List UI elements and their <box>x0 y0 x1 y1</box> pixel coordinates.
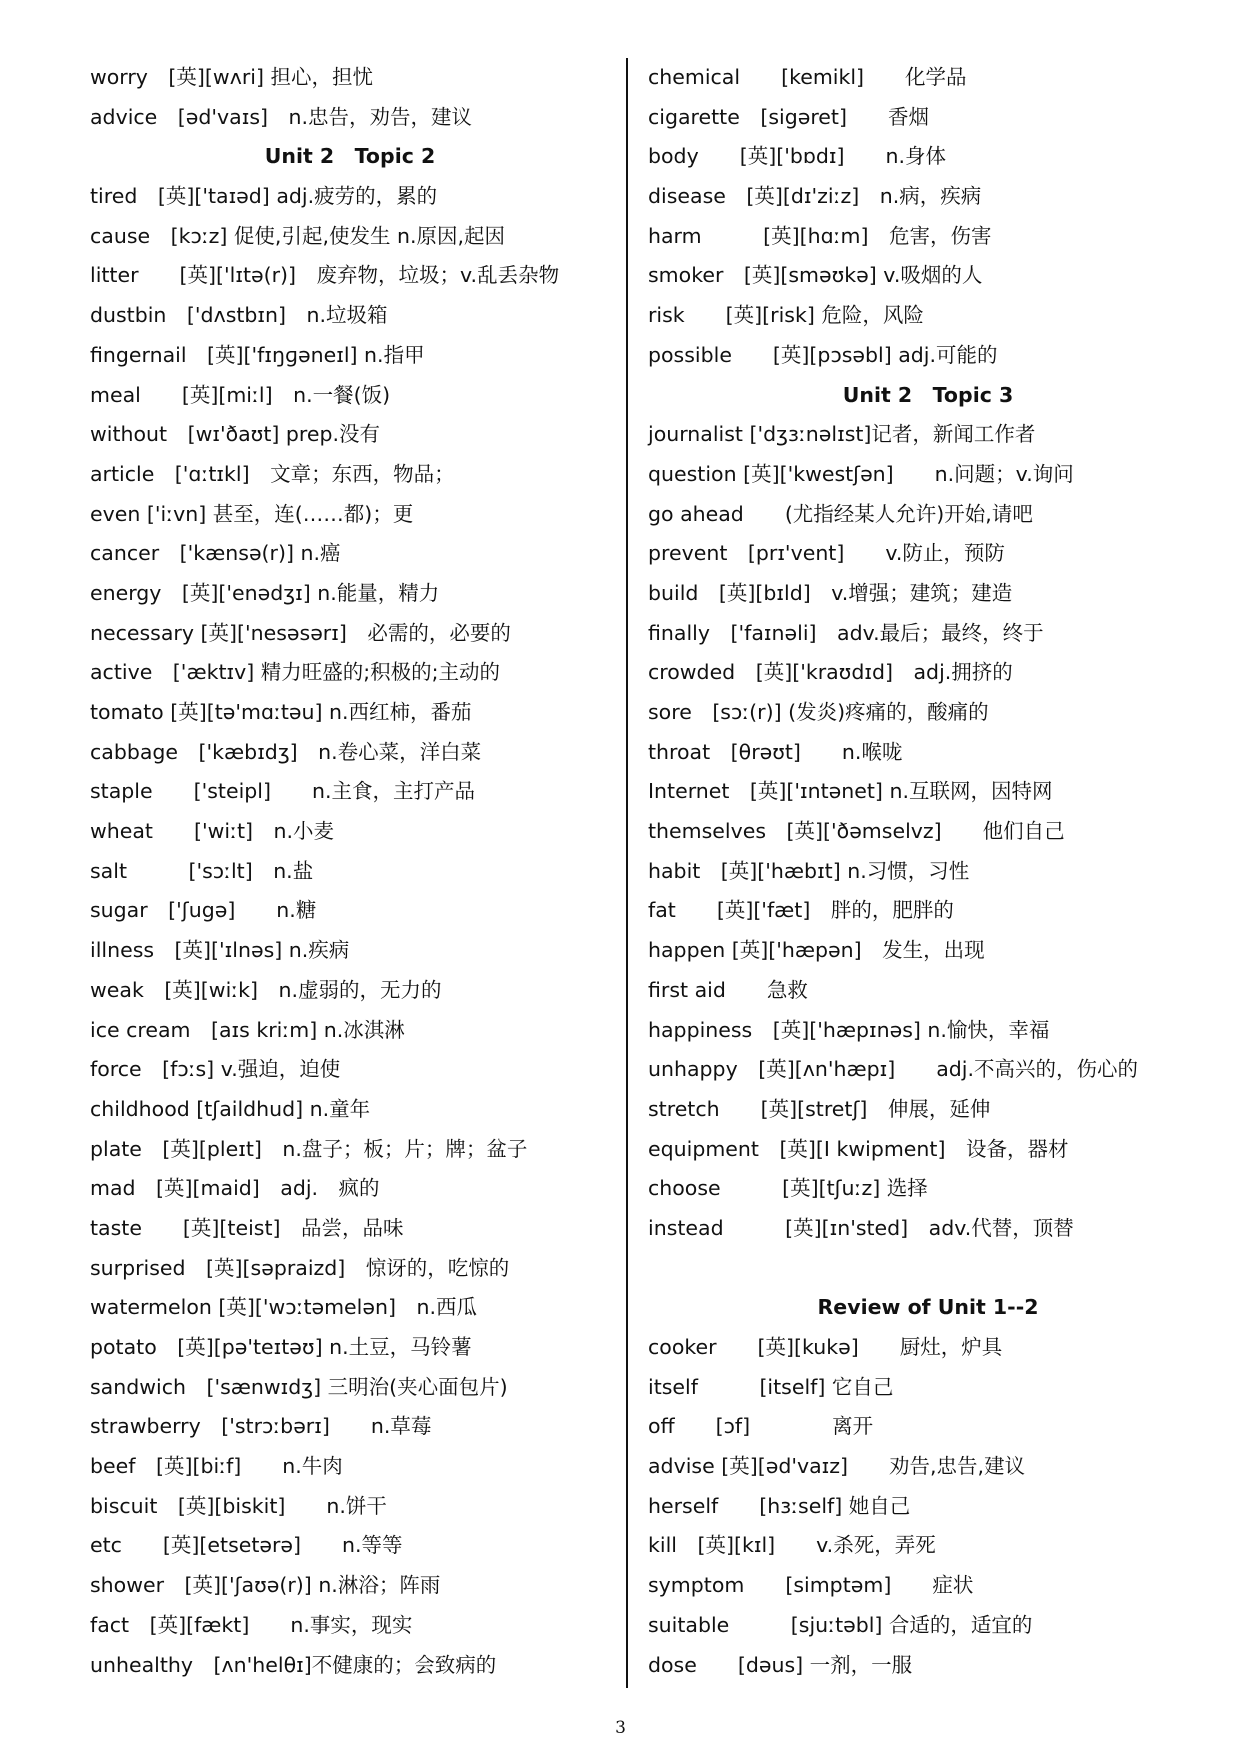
vocab-entry: advice [əd'vaɪs] n.忠告，劝告，建议 <box>90 104 473 129</box>
vocab-entry: taste [英][teist] 品尝，品味 <box>90 1215 404 1240</box>
vocab-entry: smoker [英][sməʊkə] v.吸烟的人 <box>648 263 983 288</box>
vocab-entry: finally ['faɪnəli] adv.最后；最终，终于 <box>648 620 1044 645</box>
vocab-entry: off [ɔf] 离开 <box>648 1414 874 1439</box>
vocab-entry: salt ['sɔːlt] n.盐 <box>90 858 314 883</box>
vocab-entry: body [英]['bɒdɪ] n.身体 <box>648 144 946 169</box>
vocab-entry: article ['ɑːtɪkl] 文章；东西，物品； <box>90 461 455 486</box>
vocab-entry: possible [英][pɔsəbl] adj.可能的 <box>648 342 998 367</box>
vocab-entry: fat [英]['fæt] 胖的，肥胖的 <box>648 898 954 923</box>
vocab-entry: prevent [prɪ'vent] v.防止，预防 <box>648 541 1005 566</box>
vocab-entry: disease [英][dɪ'ziːz] n.病，疾病 <box>648 184 982 209</box>
vocab-entry: surprised [英][səpraizd] 惊讶的，吃惊的 <box>90 1255 510 1280</box>
vocab-entry: staple ['steipl] n.主食，主打产品 <box>90 779 475 804</box>
vocab-entry: mad [英][maid] adj. 疯的 <box>90 1176 380 1201</box>
vocab-entry: illness [英]['ɪlnəs] n.疾病 <box>90 938 350 963</box>
vocab-entry: symptom [simptəm] 症状 <box>648 1573 974 1598</box>
vocab-entry: go ahead (尤指经某人允许)开始,请吧 <box>648 501 1033 526</box>
vocab-entry: ice cream [aɪs kriːm] n.冰淇淋 <box>90 1017 405 1042</box>
vocab-entry: sore [sɔː(r)] (发炎)疼痛的，酸痛的 <box>648 700 989 724</box>
vocab-entry: etc [英][etsetərə] n.等等 <box>90 1533 403 1558</box>
vocab-entry: beef [英][biːf] n.牛肉 <box>90 1454 343 1479</box>
vocab-entry: advise [英][əd'vaɪz] 劝告,忠告,建议 <box>648 1454 1026 1479</box>
vocab-entry: crowded [英]['kraʊdɪd] adj.拥挤的 <box>648 660 1013 685</box>
vocab-entry: without [wɪ'ðaʊt] prep.没有 <box>90 422 381 447</box>
vocab-entry: build [英][bɪld] v.增强；建筑；建造 <box>648 580 1013 605</box>
vocab-entry: cabbage ['kæbɪdʒ] n.卷心菜，洋白菜 <box>90 739 482 764</box>
spacer <box>648 1249 1208 1289</box>
vocab-entry: choose [英][tʃuːz] 选择 <box>648 1176 928 1201</box>
vocab-entry: dose [dəus] 一剂，一服 <box>648 1652 913 1677</box>
vocab-entry: tomato [英][tə'mɑːtəu] n.西红柿，番茄 <box>90 700 472 724</box>
vocab-entry: watermelon [英]['wɔːtəmelən] n.西瓜 <box>90 1295 477 1320</box>
vocab-entry: force [fɔːs] v.强迫，迫使 <box>90 1057 341 1082</box>
vocab-entry: biscuit [英][biskit] n.饼干 <box>90 1493 387 1518</box>
vocab-entry: fingernail [英]['fɪŋɡəneɪl] n.指甲 <box>90 342 425 367</box>
section-heading: Unit 2 Topic 3 <box>842 382 1014 407</box>
vocab-entry: fact [英][fækt] n.事实，现实 <box>90 1612 413 1637</box>
vocab-entry: happen [英]['hæpən] 发生，出现 <box>648 938 985 963</box>
vocab-entry: weak [英][wiːk] n.虚弱的，无力的 <box>90 977 442 1002</box>
vocab-entry: potato [英][pə'teɪtəʊ] n.土豆，马铃薯 <box>90 1335 472 1359</box>
vocab-entry: necessary [英]['nesəsərɪ] 必需的，必要的 <box>90 620 511 645</box>
vocab-entry: happiness [英]['hæpɪnəs] n.愉快，幸福 <box>648 1017 1050 1042</box>
vocab-entry: chemical [kemikl] 化学品 <box>648 65 967 89</box>
vocab-entry: habit [英]['hæbɪt] n.习惯，习性 <box>648 858 970 883</box>
vocab-entry: journalist ['dʒɜːnəlɪst]记者，新闻工作者 <box>648 422 1036 447</box>
vocab-entry: instead [英][ɪn'sted] adv.代替，顶替 <box>648 1215 1074 1240</box>
vocab-entry: childhood [tʃaildhud] n.童年 <box>90 1096 371 1121</box>
vocab-entry: litter [英]['lɪtə(r)] 废弃物，垃圾；v.乱丢杂物 <box>90 263 560 288</box>
vocab-entry: sugar ['ʃugə] n.糖 <box>90 898 317 923</box>
vocab-entry: cigarette [sigəret] 香烟 <box>648 104 929 129</box>
vocab-entry: suitable [sjuːtəbl] 合适的，适宜的 <box>648 1612 1033 1637</box>
column-divider <box>626 58 628 1688</box>
vocab-entry: throat [θrəʊt] n.喉咙 <box>648 739 903 764</box>
vocab-entry: first aid 急救 <box>648 977 808 1002</box>
vocab-entry: itself [itself] 它自己 <box>648 1374 894 1399</box>
vocab-entry: kill [英][kɪl] v.杀死，弄死 <box>648 1533 936 1558</box>
vocab-entry: equipment [英][I kwipment] 设备，器材 <box>648 1136 1069 1161</box>
vocab-entry: Internet [英]['ɪntənet] n.互联网，因特网 <box>648 779 1053 804</box>
vocab-entry: meal [英][miːl] n.一餐(饭) <box>90 382 391 407</box>
vocab-entry: risk [英][risk] 危险，风险 <box>648 303 924 328</box>
vocab-entry: active ['æktɪv] 精力旺盛的;积极的;主动的 <box>90 660 501 685</box>
vocab-entry: cancer ['kænsə(r)] n.癌 <box>90 541 341 566</box>
vocab-entry: cooker [英][kukə] 厨灶，炉具 <box>648 1335 1003 1359</box>
vocab-entry: herself [hɜːself] 她自己 <box>648 1493 911 1518</box>
vocab-entry: unhappy [英][ʌn'hæpɪ] adj.不高兴的，伤心的 <box>648 1057 1138 1082</box>
vocab-entry: sandwich ['sænwɪdʒ] 三明治(夹心面包片) <box>90 1374 508 1399</box>
vocab-entry: unhealthy [ʌn'helθɪ]不健康的；会致病的 <box>90 1652 497 1677</box>
vocab-entry: stretch [英][stretʃ] 伸展，延伸 <box>648 1096 991 1121</box>
section-heading: Unit 2 Topic 2 <box>264 144 436 169</box>
vocab-entry: worry [英][wʌri] 担心，担忧 <box>90 65 373 89</box>
vocab-entry: energy [英]['enədʒɪ] n.能量，精力 <box>90 580 440 605</box>
vocab-entry: plate [英][pleɪt] n.盘子；板；片；牌；盆子 <box>90 1136 528 1161</box>
vocab-entry: question [英]['kwestʃən] n.问题；v.询问 <box>648 461 1074 486</box>
vocab-entry: shower [英]['ʃaʊə(r)] n.淋浴；阵雨 <box>90 1573 441 1598</box>
vocab-entry: dustbin ['dʌstbɪn] n.垃圾箱 <box>90 303 388 328</box>
vocab-entry: harm [英][hɑːm] 危害，伤害 <box>648 223 992 248</box>
vocab-entry: themselves [英]['ðəmselvz] 他们自己 <box>648 819 1065 844</box>
vocab-entry: even ['iːvn] 甚至，连(……都)；更 <box>90 501 414 526</box>
page-number: 3 <box>615 1718 626 1738</box>
vocab-entry: tired [英]['taɪəd] adj.疲劳的，累的 <box>90 184 438 209</box>
vocab-entry: cause [kɔːz] 促使,引起,使发生 n.原因,起因 <box>90 223 506 248</box>
section-heading: Review of Unit 1--2 <box>817 1295 1039 1320</box>
vocab-entry: wheat ['wiːt] n.小麦 <box>90 819 335 844</box>
left-column <box>90 58 610 1685</box>
vocab-entry: strawberry ['strɔːbərɪ] n.草莓 <box>90 1414 432 1439</box>
right-column <box>648 58 1208 1685</box>
